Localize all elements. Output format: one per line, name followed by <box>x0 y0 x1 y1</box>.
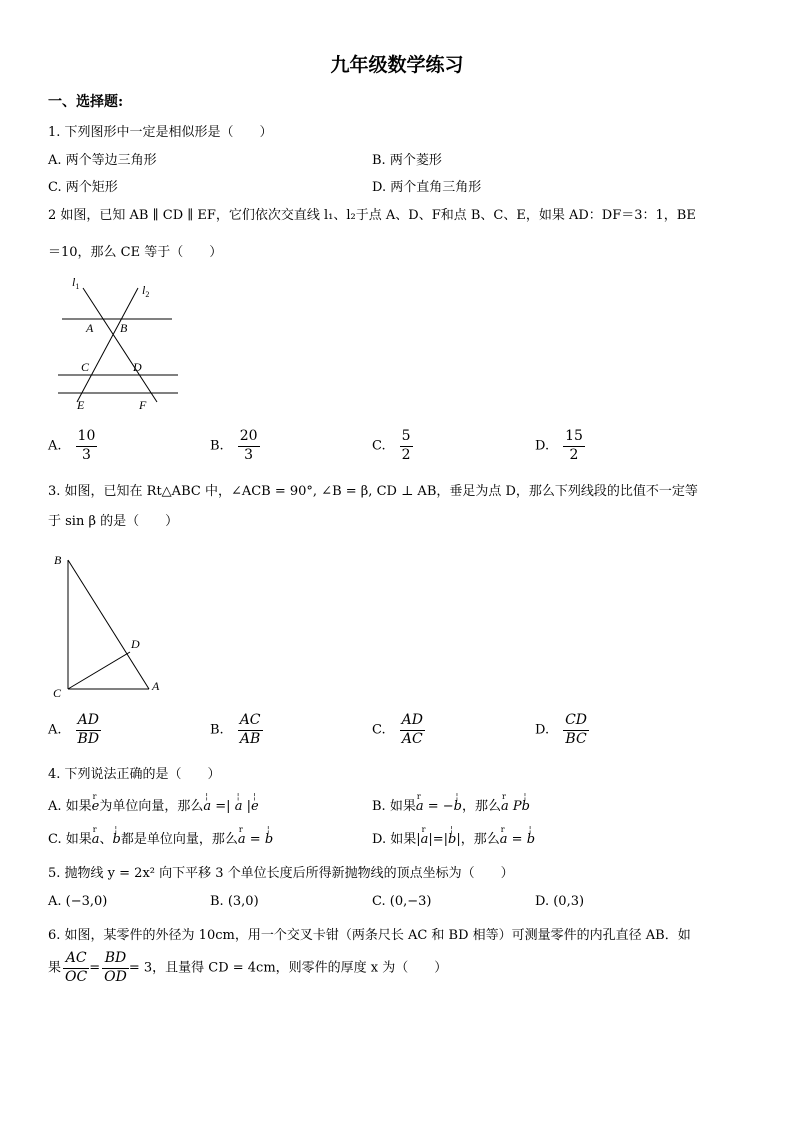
q6-stem-line1: 6. 如图，某零件的外径为 10cm，用一个交叉卡钳（两条尺长 AC 和 BD 相等）可测量零件的内孔直径 AB．如 <box>48 928 691 943</box>
q4-option-c: C. 如果r a、¦ b都是单位向量，那么r a = ¦ b <box>48 828 273 847</box>
q4-option-d: D. 如果|r a|=|¦ b|，那么r a = ¦ b <box>372 828 535 847</box>
label-a: A <box>86 321 94 335</box>
q5-option-b: B. (3,0) <box>210 894 259 909</box>
q5-stem: 5. 抛物线 y = 2x² 向下平移 3 个单位长度后所得新抛物线的顶点坐标为（ ） <box>48 866 514 881</box>
line-l1 <box>83 288 157 402</box>
q2-option-d: D. $\frac{15}{2}$ <box>535 428 583 463</box>
section-heading: 一、选择题: <box>48 94 124 110</box>
label-l1: $l_1$ <box>72 275 80 291</box>
label-d: D <box>133 360 142 374</box>
segment-cd <box>68 652 130 689</box>
q3-option-a: A. $\frac{AD}{BD}$ <box>48 712 100 747</box>
q3-option-d: D. $\frac{CD}{BC}$ <box>535 712 588 747</box>
q4-stem: 4. 下列说法正确的是（ ） <box>48 767 221 782</box>
q1-option-b: B. 两个菱形 <box>372 153 442 168</box>
q1-option-a: A. 两个等边三角形 <box>48 153 157 168</box>
label-e: E <box>77 398 85 412</box>
label-f: F <box>139 398 147 412</box>
label-b: B <box>120 321 128 335</box>
label-c: C <box>81 360 90 374</box>
q5-option-c: C. (0,−3) <box>372 894 432 909</box>
q2-option-a: A. $\frac{10}{3}$ <box>48 428 96 463</box>
q2-figure <box>50 270 185 415</box>
q4-option-b: B. 如果r a = −¦ b，那么r a P¦ b <box>372 795 530 814</box>
side-ab <box>68 560 149 689</box>
q6-stem-line2: 果 $\frac{AC}{OC}$ = $\frac{BD}{OD}$ = 3，且量得 CD = 4cm，则零件的厚度 x 为（ ） <box>48 950 448 985</box>
q3-stem-line2: 于 sin β 的是（ ） <box>48 514 179 529</box>
label-a: A <box>152 679 160 693</box>
page-title: 九年级数学练习 <box>330 54 464 76</box>
q1-option-c: C. 两个矩形 <box>48 180 118 195</box>
label-b: B <box>54 553 62 567</box>
q3-option-b: B. $\frac{AC}{AB}$ <box>210 712 261 747</box>
q5-option-a: A. (−3,0) <box>48 894 108 909</box>
q4-option-a: A. 如果r e为单位向量，那么¦ a =| ¦ a |¦ e <box>48 795 259 814</box>
label-c: C <box>53 686 62 700</box>
q3-stem-line1: 3. 如图，已知在 Rt△ABC 中，∠ACB = 90°, ∠B = β, CD ⊥ AB，垂足为点 D，那么下列线段的比值不一定等 <box>48 484 698 499</box>
q2-option-b: B. $\frac{20}{3}$ <box>210 428 258 463</box>
label-d: D <box>131 637 140 651</box>
q1-stem: 1. 下列图形中一定是相似形是（ ） <box>48 125 273 140</box>
q1-option-d: D. 两个直角三角形 <box>372 180 482 195</box>
q5-option-d: D. (0,3) <box>535 894 585 909</box>
label-l2: $l_2$ <box>142 283 150 299</box>
q2-stem-line2: ＝10，那么 CE 等于（ ） <box>48 245 223 260</box>
q3-figure <box>48 548 178 703</box>
line-l2 <box>77 288 138 402</box>
q3-option-c: C. $\frac{AD}{AC}$ <box>372 712 423 747</box>
q2-option-c: C. $\frac{5}{2}$ <box>372 428 411 463</box>
q2-stem-line1: 2 如图，已知 AB ∥ CD ∥ EF，它们依次交直线 l₁、l₂于点 A、D、F和点 B、C、E，如果 AD：DF＝3：1，BE <box>48 208 696 223</box>
